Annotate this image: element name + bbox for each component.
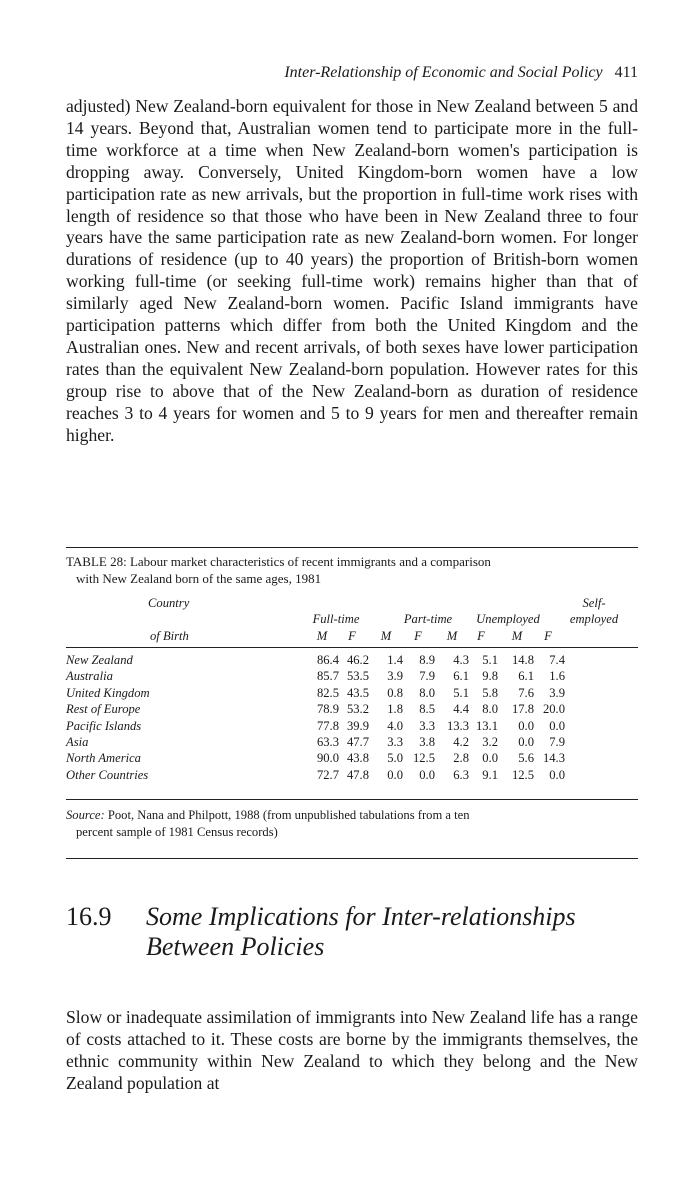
table-row [66,768,638,784]
header-unemployed: Unemployed [476,612,540,627]
table-cell: 63.3 [316,734,339,749]
table-row [66,735,638,751]
table-cell: 90.0 [316,751,339,766]
table-cell: 86.4 [316,653,339,667]
header-of-birth: of Birth [150,628,189,643]
table-cell: 53.2 [346,702,369,717]
country-name: Pacific Islands [66,718,142,733]
table-cell: 8.9 [419,653,435,667]
table-cell: 4.2 [453,734,469,749]
header-m: M [316,628,328,643]
table-row [66,719,638,735]
table-cell: 8.0 [419,685,435,700]
table-cell: 6.3 [453,767,469,782]
table-cell: 8.0 [482,702,498,717]
header-employed: employed [569,612,619,627]
table-cell: 2.8 [453,751,469,766]
table-cell: 7.9 [549,734,565,749]
page-number: 411 [614,64,638,81]
header-f: F [348,628,356,643]
table-cell: 1.4 [387,653,403,667]
header-f: F [477,628,485,643]
table-header [66,596,638,645]
table-cell: 53.5 [346,669,369,684]
table-row [66,702,638,718]
body-text [66,96,638,447]
country-name: North America [66,751,141,766]
section-number: 16.9 [66,902,112,931]
table-cell: 46.2 [346,653,369,667]
table-cell: 43.8 [346,751,369,766]
table-cell: 3.9 [387,669,403,684]
table-cell: 6.1 [518,669,534,684]
table-cell: 5.6 [518,751,534,766]
table-cell: 78.9 [316,702,339,717]
table-row [66,686,638,702]
table-end-rule [66,858,638,859]
table-cell: 77.8 [316,718,339,733]
running-title: Inter-Relationship of Economic and Social Policy [284,64,603,81]
header-f: F [414,628,422,643]
table-cell: 3.3 [387,734,403,749]
table-cell: 85.7 [316,669,339,684]
header-fulltime: Full-time [312,612,360,627]
country-name: Asia [66,734,89,749]
table-caption-line: TABLE 28: Labour market characteristics of recent immigrants and a comparison [66,554,491,569]
section-title: Some Implications for Inter-relationships Between Policies [146,902,576,961]
header-f: F [544,628,552,643]
table-cell: 47.7 [346,734,369,749]
table-cell: 12.5 [412,751,435,766]
source-label: Source: [66,808,105,822]
table-cell: 4.3 [453,653,469,667]
table-cell: 12.5 [511,767,534,782]
table-row [66,653,638,669]
country-name: Rest of Europe [66,702,141,717]
header-self: Self- [582,596,606,610]
header-parttime: Part-time [403,612,453,627]
table-cell: 43.5 [346,685,369,700]
table-cell: 39.9 [346,718,369,733]
table-cell: 13.3 [446,718,469,733]
country-name: Other Countries [66,767,149,782]
table-cell: 1.8 [387,702,403,717]
table-cell: 0.0 [518,734,534,749]
table-cell: 14.3 [542,751,565,766]
table-cell: 17.8 [511,702,534,717]
table-cell: 4.0 [387,718,403,733]
table-bottom-rule [66,799,638,800]
table-cell: 7.4 [549,653,565,667]
table-cell: 0.8 [387,685,403,700]
table-cell: 3.8 [419,734,435,749]
table-cell: 9.8 [482,669,498,684]
table-row [66,751,638,767]
table-cell: 0.0 [549,767,565,782]
header-country: Country [148,596,190,610]
table-cell: 8.5 [419,702,435,717]
table-cell: 6.1 [453,669,469,684]
table-body [66,653,638,784]
table-cell: 20.0 [542,702,565,717]
table-cell: 7.9 [419,669,435,684]
table-header-rule [66,647,638,648]
table-cell: 5.1 [482,653,498,667]
table-cell: 13.1 [475,718,498,733]
table-cell: 3.3 [419,718,435,733]
table-cell: 0.0 [419,767,435,782]
table-cell: 82.5 [316,685,339,700]
table-cell: 0.0 [549,718,565,733]
table-cell: 5.8 [482,685,498,700]
header-m: M [511,628,523,643]
table-source [66,807,638,841]
table-cell: 9.1 [482,767,498,782]
paragraph: Slow or inadequate assimilation of immigrants into New Zealand life has a range of costs attached to it. These costs are borne by the immigrants themselves, the ethnic community within New Zealand to which they belong and the New Zealand population at [66,1007,638,1093]
table-cell: 5.0 [387,751,403,766]
table-cell: 5.1 [453,685,469,700]
header-m: M [446,628,458,643]
table-cell: 1.6 [549,669,565,684]
table-caption [66,553,638,587]
source-text-cont: percent sample of 1981 Census records) [76,825,278,839]
table-cell: 47.8 [346,767,369,782]
table-caption-line: with New Zealand born of the same ages, 1981 [76,571,322,586]
table-top-rule [66,547,638,548]
table-cell: 4.4 [453,702,469,717]
paragraph: adjusted) New Zealand-born equivalent for those in New Zealand between 5 and 14 years. Beyond that, Australian women tend to participate more in the full-time workforce at a time when New Zealand-born women's participation is dropping away. Conversely, United Kingdom-born women have a low participation rate as new arrivals, but the proportion in full-time work rises with length of residence so that those who have been in New Zealand three to four years have the same participation rate as new Zealand-born women. For longer durations of residence (up to 40 years) the proportion of British-born women working full-time (or seeking full-time work) remains higher than that of similarly aged New Zealand-born women. Pacific Island immigrants have participation patterns which differ from both the United Kingdom and the Australian ones. New and recent arrivals, of both sexes have lower participation rates than the equivalent New Zealand-born population. However rates for this group rise to above that of the New Zealand-born as duration of residence reaches 3 to 4 years for women and 5 to 9 years for men and thereafter remain higher. [66,96,638,445]
table-cell: 72.7 [316,767,339,782]
table-cell: 0.0 [518,718,534,733]
table-cell: 3.9 [549,685,565,700]
table-cell: 0.0 [387,767,403,782]
body-text-2 [66,1006,638,1094]
country-name: Australia [66,669,113,684]
source-text: Poot, Nana and Philpott, 1988 (from unpublished tabulations from a ten [104,808,470,822]
table-cell: 14.8 [511,653,534,667]
table-cell: 3.2 [482,734,498,749]
table-cell: 0.0 [482,751,498,766]
table-cell: 7.6 [518,685,534,700]
country-name: New Zealand [66,653,133,667]
country-name: United Kingdom [66,685,150,700]
table-row [66,669,638,685]
running-head [284,64,638,82]
header-m: M [380,628,392,643]
